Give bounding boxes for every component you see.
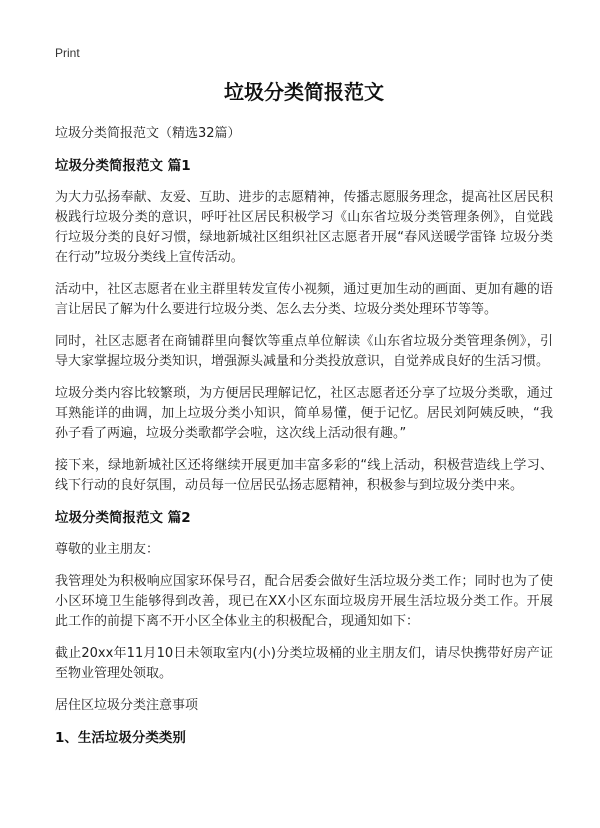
- document-body: [55, 78, 553, 760]
- print-label: Print: [55, 46, 80, 60]
- paragraph: 同时，社区志愿者在商铺群里向餐饮等重点单位解读《山东省垃圾分类管理条例》，引导大家掌握垃圾分类知识，增强源头减量和分类投放意识，自觉养成良好的生活习惯。: [55, 334, 553, 369]
- section-heading: 1、生活垃圾分类类别: [55, 730, 186, 746]
- paragraph: 接下来，绿地新城社区还将继续开展更加丰富多彩的“线上活动，积极营造线上学习、线下行动的良好氛围，动员每一位居民弘扬志愿精神，积极参与到垃圾分类中来。: [55, 458, 553, 493]
- paragraph: 活动中，社区志愿者在业主群里转发宣传小视频，通过更加生动的画面、更加有趣的语言让居民了解为什么要进行垃圾分类、怎么去分类、垃圾分类处理环节等等。: [55, 282, 553, 317]
- salutation: 尊敬的业主朋友：: [55, 542, 160, 557]
- paragraph: 我管理处为积极响应国家环保号召，配合居委会做好生活垃圾分类工作；同时也为了使小区环境卫生能够得到改善，现已在XX小区东面垃圾房开展生活垃圾分类工作。开展此工作的前提下离不开小区全体业主的积极配合，现通知如下：: [55, 574, 553, 629]
- section-heading: 垃圾分类简报范文 篇1: [55, 158, 191, 174]
- paragraph: 垃圾分类内容比较繁琐，为方便居民理解记忆，社区志愿者还分享了垃圾分类歌，通过耳熟能详的曲调，加上垃圾分类小知识，简单易懂，便于记忆。居民刘阿姨反映，“我孙子看了两遍，垃圾分类歌都学会啦，这次线上活动很有趣。”: [55, 386, 553, 441]
- page-title: 垃圾分类简报范文: [224, 80, 384, 104]
- section-heading: 垃圾分类简报范文 篇2: [55, 510, 191, 526]
- document-subtitle: 垃圾分类简报范文（精选32篇）: [55, 126, 241, 141]
- paragraph: 为大力弘扬奉献、友爱、互助、进步的志愿精神，传播志愿服务理念，提高社区居民积极践行垃圾分类的意识，呼吁社区居民积极学习《山东省垃圾分类管理条例》，自觉践行垃圾分类的良好习惯，绿地新城社区组织社区志愿者开展“春风送暖学雷锋 垃圾分类在行动”垃圾分类线上宣传活动。: [55, 190, 553, 265]
- paragraph: 居住区垃圾分类注意事项: [55, 698, 199, 713]
- paragraph: 截止20xx年11月10日未领取室内(小)分类垃圾桶的业主朋友们，请尽快携带好房产证至物业管理处领取。: [55, 646, 553, 681]
